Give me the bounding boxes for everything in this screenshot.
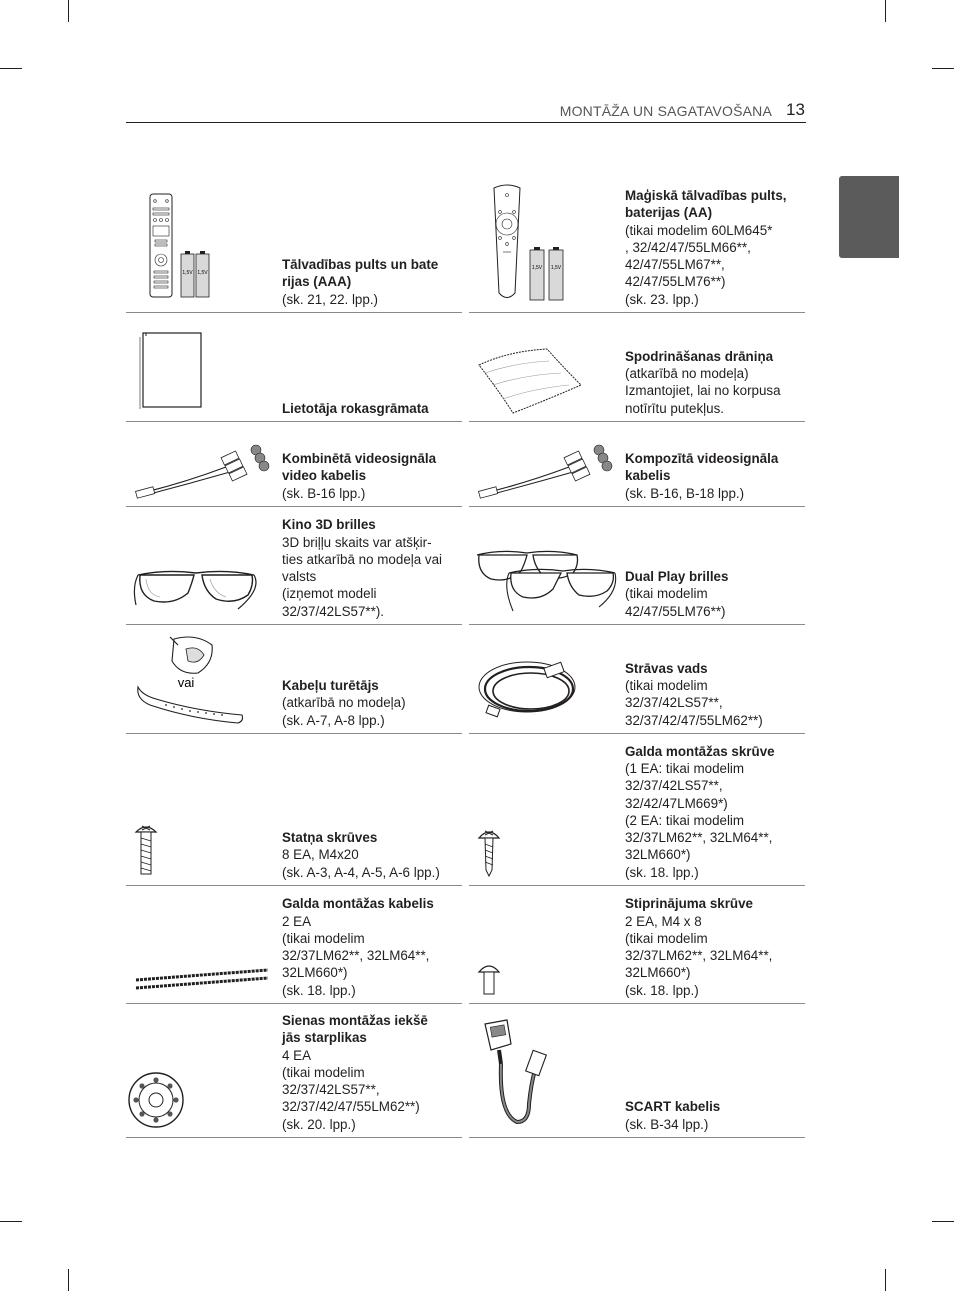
item-composite-cable [469,422,805,507]
desk-mount-cable-icon [126,886,276,1003]
header-rule [126,122,806,123]
item-desc: (sk. B-16, B-18 lpp.) [625,485,745,501]
item-desk-mount-cable [126,886,462,1004]
or-label: vai [177,675,195,690]
item-text [625,660,801,729]
remote-control-with-batteries-icon [126,168,276,312]
item-title: Stiprinājuma skrūve [625,896,754,912]
item-title: Kabeļu turētājs [282,678,379,694]
item-text [625,568,801,620]
battery-label: 1,5V [531,265,543,271]
item-title: Spodrināšanas drāniņa [625,348,774,364]
crop-mark [68,0,69,22]
manual-booklet-icon [126,313,276,421]
item-wall-spacer [126,1004,462,1138]
item-title: Kompozītā videosignāla kabelis [625,451,779,484]
item-av-cable [126,422,462,507]
item-desk-mount-screw [469,734,805,886]
item-desc: (tikai modelim 60LM645* , 32/42/47/55LM66**, 42/47/55LM67**, 42/47/55LM76**) (sk. 23. lpp.) [625,222,773,307]
page-number: 13 [786,100,805,119]
item-remote-control [126,168,462,313]
item-desc: (1 EA: tikai modelim 32/37/42LS57**, 32/42/47LM669*) (2 EA: tikai modelim 32/37LM62**, 32LM64**, 32LM660*) (sk. 18. lpp.) [625,760,773,880]
cleaning-cloth-icon [469,313,619,421]
item-text [625,187,801,308]
magic-remote-with-batteries-icon [469,168,619,312]
item-title: Galda montāžas kabelis [282,896,434,912]
item-fixing-screw [469,886,805,1004]
item-text [625,743,801,881]
item-title: Strāvas vads [625,660,708,676]
item-desc: (atkarībā no modeļa) Izmantojiet, lai no korpusa notīrītu putekļus. [625,366,781,416]
item-desc: 2 EA (tikai modelim 32/37LM62**, 32LM64**, 32LM660*) (sk. 18. lpp.) [282,913,430,998]
av-cable-icon [126,422,276,506]
chapter-tab [839,176,899,258]
item-title: SCART kabelis [625,1099,721,1115]
wall-mount-spacer-icon [126,1004,276,1137]
item-desc: 4 EA (tikai modelim 32/37/42LS57**, 32/37/42/47/55LM62**) (sk. 20. lpp.) [282,1047,420,1132]
item-text [282,450,458,502]
section-title: MONTĀŽA UN SAGATAVOŠANA [559,103,772,119]
item-text [282,516,458,620]
item-desc: (sk. B-34 lpp.) [625,1116,709,1132]
item-scart-cable [469,1004,805,1138]
item-desc: (atkarībā no modeļa) (sk. A-7, A-8 lpp.) [282,695,406,728]
fixing-screw-icon [469,886,619,1003]
item-desc: (tikai modelim 42/47/55LM76**) [625,586,726,619]
item-cable-holder [126,625,462,734]
crop-mark [0,1221,22,1222]
item-desc: 8 EA, M4x20 (sk. A-3, A-4, A-5, A-6 lpp.) [282,847,440,880]
battery-label: 1,5V [182,270,193,276]
item-title: Galda montāžas skrūve [625,743,775,759]
item-text [625,1098,801,1133]
item-stand-screws [126,734,462,886]
battery-label: 1,5V [197,270,208,276]
item-title: Sienas montāžas iekšē jās starplikas [282,1012,428,1046]
item-title: Statņa skrūves [282,830,378,846]
item-text [282,400,458,417]
item-desc: (tikai modelim 32/37/42LS57**, 32/37/42/47/55LM62**) [625,678,763,728]
crop-mark [932,68,954,69]
item-manual [126,313,462,422]
item-title: Lietotāja rokasgrāmata [282,400,429,416]
item-text [282,895,458,999]
item-desc: (sk. B-16 lpp.) [282,485,366,501]
item-text [625,450,801,502]
battery-label: 1,5V [550,265,562,271]
item-title: Kino 3D brilles [282,517,376,533]
item-cleaning-cloth [469,313,805,422]
item-title: Kombinētā videosignāla video kabelis [282,451,437,484]
item-text [282,1012,458,1133]
item-dual-play-glasses [469,507,805,625]
cable-holder-icon [126,625,276,733]
3d-glasses-icon [126,507,276,624]
item-text [625,895,801,999]
scart-cable-icon [469,1004,619,1137]
crop-mark [885,1269,886,1291]
item-desc: 2 EA, M4 x 8 (tikai modelim 32/37LM62**, 32LM64**, 32LM660*) (sk. 18. lpp.) [625,913,773,998]
desk-mount-screw-icon [469,734,619,885]
item-text [282,677,458,729]
dual-play-glasses-icon [469,507,619,624]
item-desc: (sk. 21, 22. lpp.) [282,291,379,307]
item-desc: 3D briļļu skaits var atšķir- ties atkarībā no modeļa vai valsts (izņemot modeli 32/37/42LS57**). [282,534,443,619]
av-cable-icon [469,422,619,506]
crop-mark [885,0,886,22]
item-text [625,348,801,417]
item-3d-glasses [126,507,462,625]
power-cord-icon [469,625,619,733]
item-title: Maģiskā tālvadības pults, baterijas (AA) [625,187,787,221]
item-power-cord [469,625,805,734]
item-magic-remote [469,168,805,313]
item-text [282,829,458,881]
item-title: Dual Play brilles [625,569,729,585]
crop-mark [0,68,22,69]
stand-screw-icon [126,734,276,885]
item-text [282,256,458,308]
crop-mark [932,1221,954,1222]
crop-mark [68,1269,69,1291]
item-title: Tālvadības pults un bate rijas (AAA) [282,257,439,290]
